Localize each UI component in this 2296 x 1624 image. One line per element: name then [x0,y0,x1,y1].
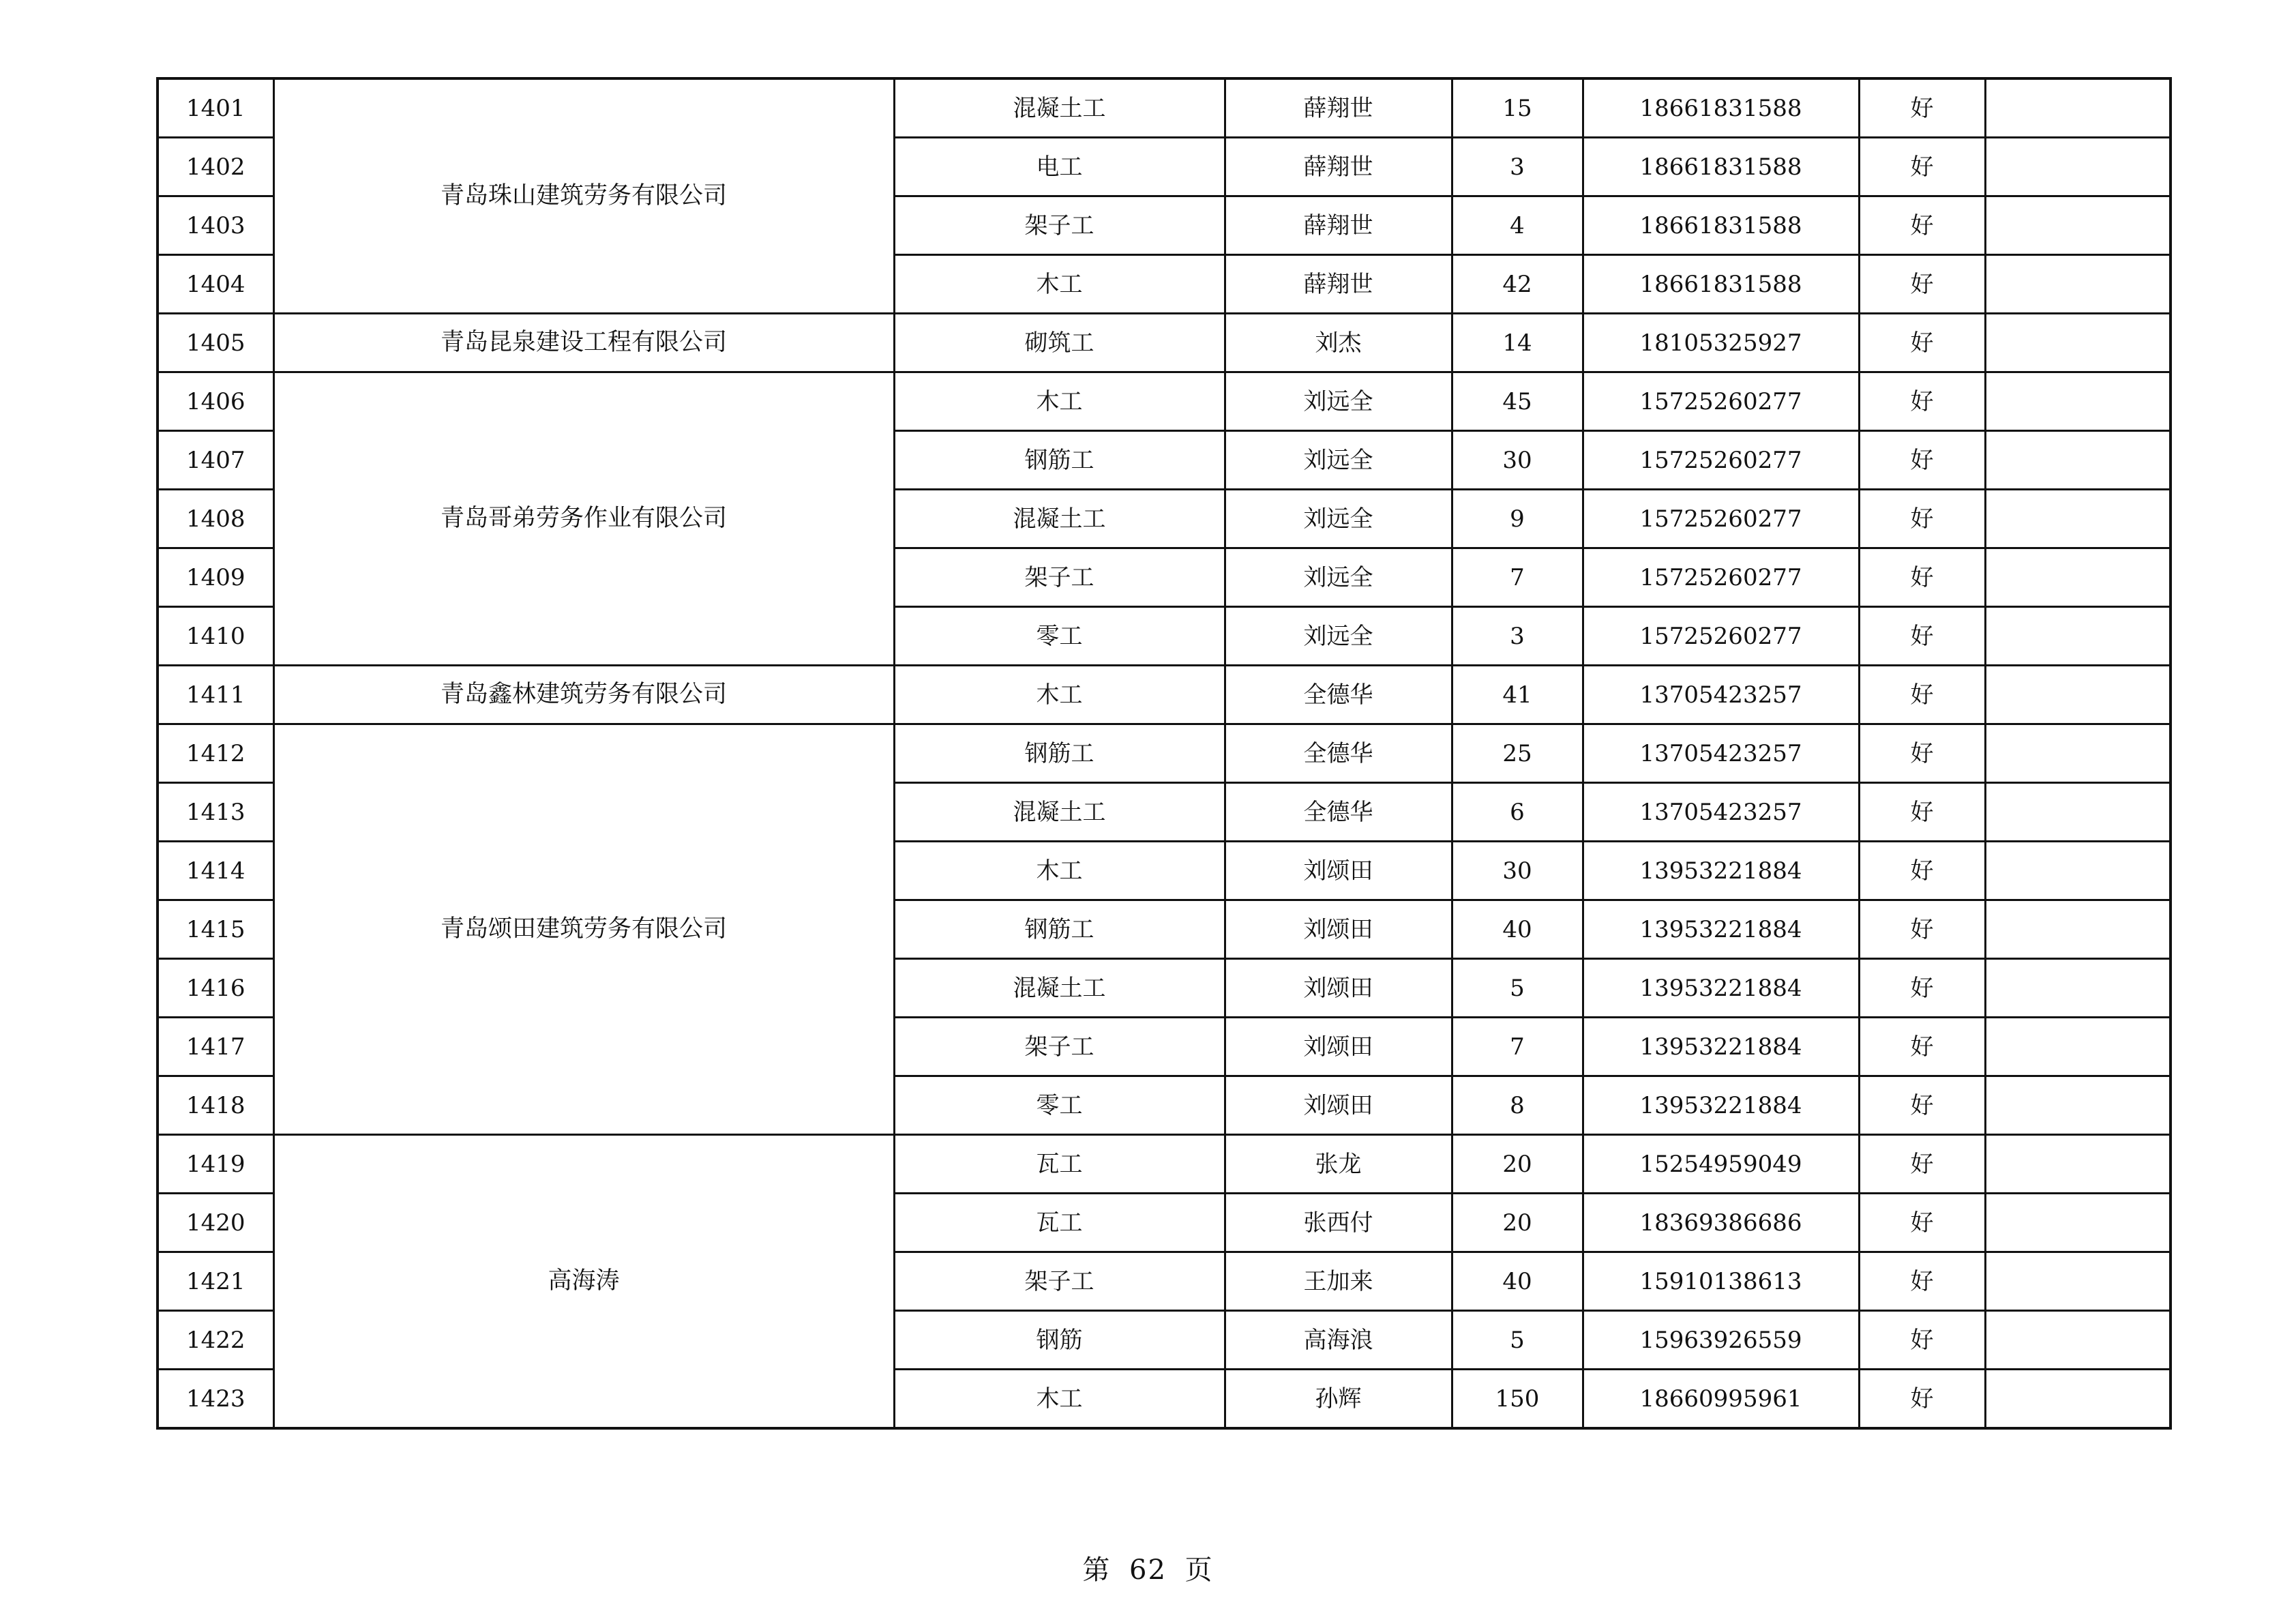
trade-cell: 零工 [894,1076,1225,1135]
trade-cell: 木工 [894,372,1225,431]
remarks-cell [1985,548,2171,607]
phone-cell: 15725260277 [1583,431,1859,490]
headcount-cell: 7 [1452,548,1583,607]
table-row [158,724,2171,783]
contact-cell: 刘颂田 [1225,959,1452,1018]
phone-cell: 18369386686 [1583,1194,1859,1252]
rating-cell: 好 [1859,1018,1985,1076]
remarks-cell [1985,255,2171,314]
contact-cell: 刘颂田 [1225,1076,1452,1135]
contact-cell: 全德华 [1225,724,1452,783]
headcount-cell: 40 [1452,900,1583,959]
table-row [158,314,2171,372]
row-number-cell: 1413 [158,783,273,842]
headcount-cell: 40 [1452,1252,1583,1311]
table-row [158,372,2171,431]
row-number-cell: 1422 [158,1311,273,1370]
rating-cell: 好 [1859,548,1985,607]
phone-cell: 15725260277 [1583,548,1859,607]
remarks-cell [1985,1135,2171,1194]
remarks-cell [1985,842,2171,900]
remarks-cell [1985,607,2171,666]
row-number-cell: 1419 [158,1135,273,1194]
contact-cell: 刘杰 [1225,314,1452,372]
rating-cell: 好 [1859,783,1985,842]
row-number-cell: 1406 [158,372,273,431]
row-number-cell: 1405 [158,314,273,372]
row-number-cell: 1417 [158,1018,273,1076]
trade-cell: 架子工 [894,548,1225,607]
trade-cell: 混凝土工 [894,490,1225,548]
trade-cell: 架子工 [894,1018,1225,1076]
contact-cell: 薛翔世 [1225,255,1452,314]
phone-cell: 18105325927 [1583,314,1859,372]
rating-cell: 好 [1859,372,1985,431]
trade-cell: 钢筋 [894,1311,1225,1370]
row-number-cell: 1411 [158,666,273,724]
rating-cell: 好 [1859,900,1985,959]
table-body [158,78,2171,1428]
remarks-cell [1985,490,2171,548]
headcount-cell: 14 [1452,314,1583,372]
contact-cell: 张西付 [1225,1194,1452,1252]
phone-cell: 15254959049 [1583,1135,1859,1194]
trade-cell: 钢筋工 [894,431,1225,490]
contact-cell: 刘远全 [1225,607,1452,666]
headcount-cell: 20 [1452,1135,1583,1194]
contact-cell: 张龙 [1225,1135,1452,1194]
rating-cell: 好 [1859,1194,1985,1252]
row-number-cell: 1418 [158,1076,273,1135]
phone-cell: 13953221884 [1583,842,1859,900]
phone-cell: 13705423257 [1583,724,1859,783]
phone-cell: 18661831588 [1583,255,1859,314]
remarks-cell [1985,666,2171,724]
remarks-cell [1985,1194,2171,1252]
contact-cell: 薛翔世 [1225,138,1452,196]
remarks-cell [1985,1018,2171,1076]
headcount-cell: 6 [1452,783,1583,842]
contact-cell: 孙辉 [1225,1370,1452,1429]
trade-cell: 瓦工 [894,1135,1225,1194]
row-number-cell: 1412 [158,724,273,783]
remarks-cell [1985,900,2171,959]
contact-cell: 刘颂田 [1225,842,1452,900]
trade-cell: 钢筋工 [894,900,1225,959]
headcount-cell: 5 [1452,1311,1583,1370]
row-number-cell: 1414 [158,842,273,900]
rating-cell: 好 [1859,490,1985,548]
remarks-cell [1985,783,2171,842]
phone-cell: 13953221884 [1583,1018,1859,1076]
remarks-cell [1985,724,2171,783]
contact-cell: 刘远全 [1225,548,1452,607]
table-row [158,1135,2171,1194]
row-number-cell: 1401 [158,78,273,138]
rating-cell: 好 [1859,666,1985,724]
trade-cell: 混凝土工 [894,959,1225,1018]
contact-cell: 薛翔世 [1225,196,1452,255]
headcount-cell: 15 [1452,78,1583,138]
headcount-cell: 7 [1452,1018,1583,1076]
rating-cell: 好 [1859,607,1985,666]
headcount-cell: 5 [1452,959,1583,1018]
phone-cell: 13705423257 [1583,783,1859,842]
phone-cell: 18661831588 [1583,78,1859,138]
trade-cell: 木工 [894,255,1225,314]
headcount-cell: 3 [1452,607,1583,666]
company-cell: 青岛颂田建筑劳务有限公司 [273,724,894,1135]
remarks-cell [1985,314,2171,372]
headcount-cell: 25 [1452,724,1583,783]
trade-cell: 砌筑工 [894,314,1225,372]
rating-cell: 好 [1859,1076,1985,1135]
labor-roster-table [156,77,2172,1430]
company-cell: 青岛哥弟劳务作业有限公司 [273,372,894,666]
contact-cell: 高海浪 [1225,1311,1452,1370]
phone-cell: 15725260277 [1583,607,1859,666]
remarks-cell [1985,1370,2171,1429]
trade-cell: 混凝土工 [894,783,1225,842]
contact-cell: 全德华 [1225,666,1452,724]
page-footer-prefix: 第 [1082,1554,1112,1586]
headcount-cell: 30 [1452,431,1583,490]
row-number-cell: 1420 [158,1194,273,1252]
row-number-cell: 1410 [158,607,273,666]
trade-cell: 木工 [894,842,1225,900]
rating-cell: 好 [1859,78,1985,138]
contact-cell: 全德华 [1225,783,1452,842]
remarks-cell [1985,138,2171,196]
company-cell: 青岛昆泉建设工程有限公司 [273,314,894,372]
remarks-cell [1985,78,2171,138]
headcount-cell: 41 [1452,666,1583,724]
rating-cell: 好 [1859,314,1985,372]
table-row [158,78,2171,138]
contact-cell: 刘远全 [1225,372,1452,431]
rating-cell: 好 [1859,842,1985,900]
phone-cell: 13705423257 [1583,666,1859,724]
rating-cell: 好 [1859,138,1985,196]
trade-cell: 架子工 [894,1252,1225,1311]
trade-cell: 瓦工 [894,1194,1225,1252]
row-number-cell: 1404 [158,255,273,314]
trade-cell: 木工 [894,666,1225,724]
page-footer-suffix: 页 [1184,1554,1214,1586]
contact-cell: 薛翔世 [1225,78,1452,138]
phone-cell: 18661831588 [1583,138,1859,196]
rating-cell: 好 [1859,724,1985,783]
contact-cell: 刘远全 [1225,431,1452,490]
remarks-cell [1985,959,2171,1018]
rating-cell: 好 [1859,1252,1985,1311]
headcount-cell: 150 [1452,1370,1583,1429]
remarks-cell [1985,372,2171,431]
rating-cell: 好 [1859,1135,1985,1194]
page-footer [0,1548,2296,1587]
company-cell: 青岛珠山建筑劳务有限公司 [273,78,894,314]
rating-cell: 好 [1859,431,1985,490]
remarks-cell [1985,1076,2171,1135]
row-number-cell: 1409 [158,548,273,607]
remarks-cell [1985,431,2171,490]
headcount-cell: 3 [1452,138,1583,196]
contact-cell: 刘颂田 [1225,1018,1452,1076]
contact-cell: 王加来 [1225,1252,1452,1311]
contact-cell: 刘颂田 [1225,900,1452,959]
rating-cell: 好 [1859,1311,1985,1370]
rating-cell: 好 [1859,1370,1985,1429]
row-number-cell: 1402 [158,138,273,196]
phone-cell: 13953221884 [1583,1076,1859,1135]
phone-cell: 15725260277 [1583,372,1859,431]
phone-cell: 18660995961 [1583,1370,1859,1429]
headcount-cell: 30 [1452,842,1583,900]
trade-cell: 钢筋工 [894,724,1225,783]
rating-cell: 好 [1859,255,1985,314]
trade-cell: 混凝土工 [894,78,1225,138]
phone-cell: 18661831588 [1583,196,1859,255]
company-cell: 高海涛 [273,1135,894,1429]
remarks-cell [1985,1311,2171,1370]
page-number: 62 [1129,1554,1167,1586]
row-number-cell: 1403 [158,196,273,255]
trade-cell: 零工 [894,607,1225,666]
row-number-cell: 1408 [158,490,273,548]
phone-cell: 13953221884 [1583,959,1859,1018]
trade-cell: 电工 [894,138,1225,196]
headcount-cell: 42 [1452,255,1583,314]
headcount-cell: 9 [1452,490,1583,548]
phone-cell: 15963926559 [1583,1311,1859,1370]
trade-cell: 木工 [894,1370,1225,1429]
headcount-cell: 45 [1452,372,1583,431]
remarks-cell [1985,196,2171,255]
remarks-cell [1985,1252,2171,1311]
table-row [158,666,2171,724]
trade-cell: 架子工 [894,196,1225,255]
phone-cell: 13953221884 [1583,900,1859,959]
row-number-cell: 1415 [158,900,273,959]
rating-cell: 好 [1859,196,1985,255]
row-number-cell: 1421 [158,1252,273,1311]
contact-cell: 刘远全 [1225,490,1452,548]
phone-cell: 15725260277 [1583,490,1859,548]
row-number-cell: 1416 [158,959,273,1018]
row-number-cell: 1407 [158,431,273,490]
phone-cell: 15910138613 [1583,1252,1859,1311]
headcount-cell: 20 [1452,1194,1583,1252]
row-number-cell: 1423 [158,1370,273,1429]
company-cell: 青岛鑫林建筑劳务有限公司 [273,666,894,724]
headcount-cell: 4 [1452,196,1583,255]
headcount-cell: 8 [1452,1076,1583,1135]
rating-cell: 好 [1859,959,1985,1018]
